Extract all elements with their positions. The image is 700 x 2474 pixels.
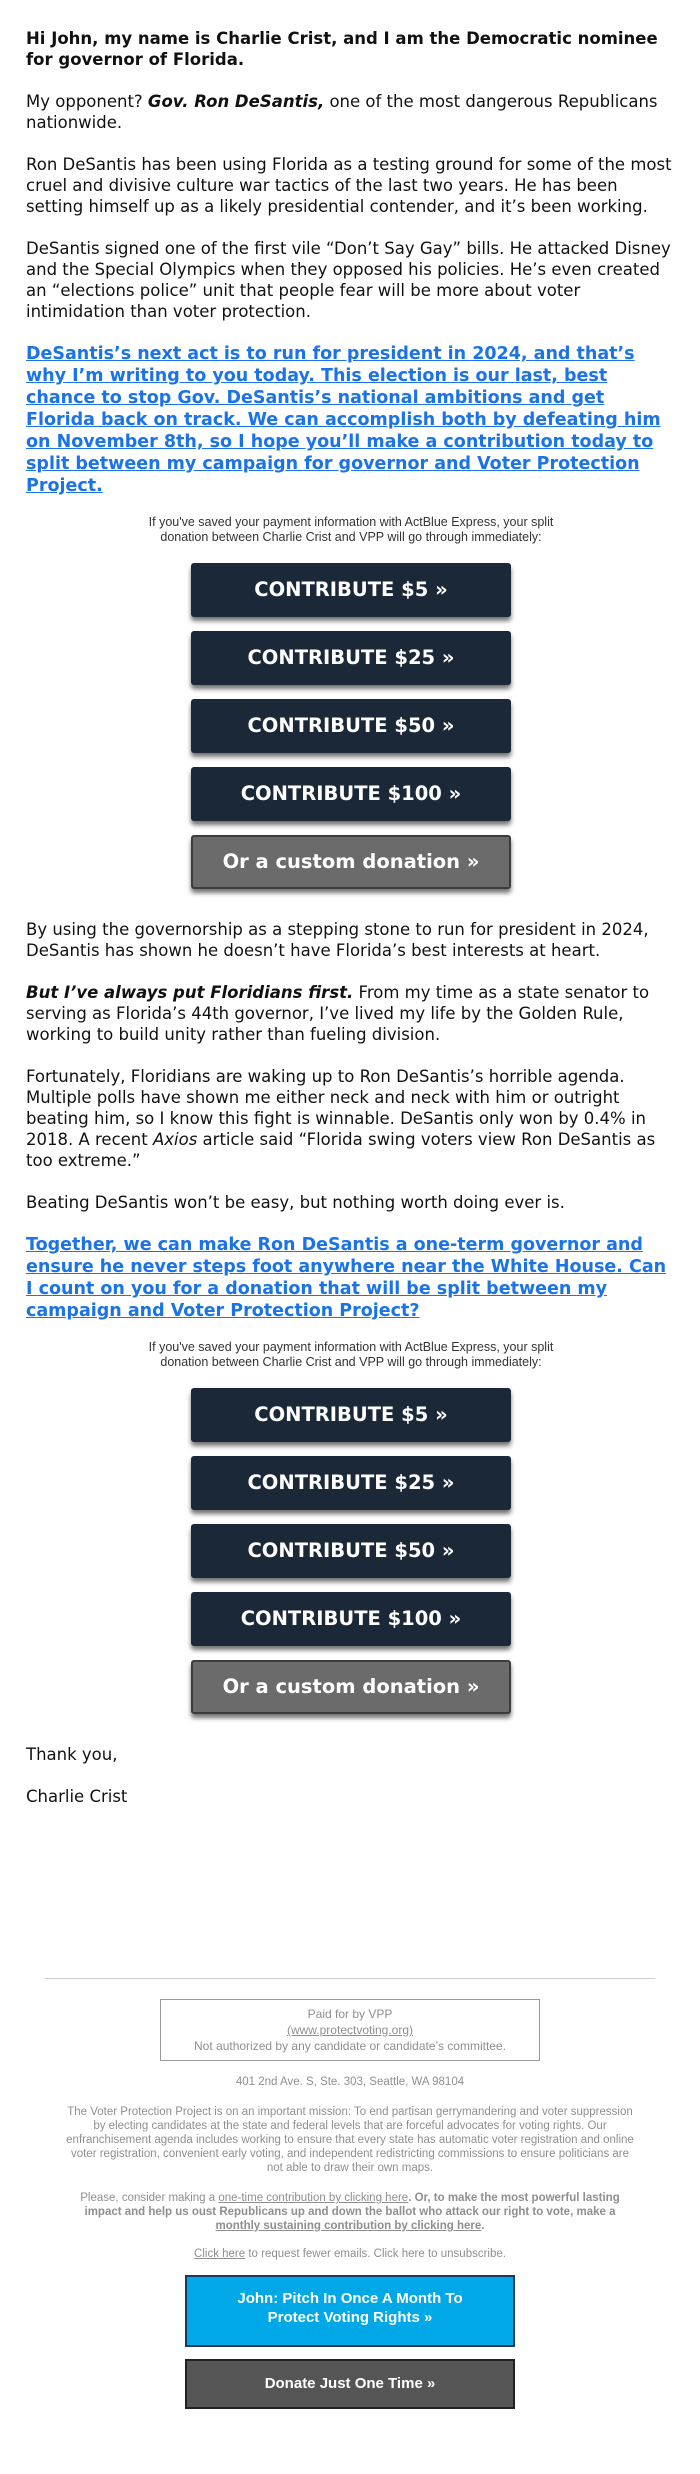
donation-buttons-2 [191, 1388, 511, 1714]
paragraph-dont-say-gay: DeSantis signed one of the first vile “Don’t Say Gay” bills. He attacked Disney and the Special Olympics when they opposed his policies. He’s even created an “elections police” unit that people fear will be more about voter intimidation than voter protection. [26, 239, 671, 321]
unsubscribe-line: Click here to request fewer emails. Click here to unsubscribe. [194, 2248, 506, 2260]
custom-donation-button[interactable]: Or a custom donation » [191, 835, 511, 889]
one-time-donation-button[interactable]: Donate Just One Time » [185, 2359, 515, 2409]
mission-statement: The Voter Protection Project is on an important mission: To end partisan gerrymandering and voter suppression by electing candidates at the state and federal levels that are forceful advocates for voting rights. Our enfranchisement agenda includes working to ensure that every state has automatic voter registration and online voter registration, convenient early voting, and independent redistricting commissions to ensure politicians are not able to draw their own maps. [66, 2106, 634, 2174]
greeting: Hi John, my name is Charlie Crist, and I am the Democratic nominee for governor of Florida. [26, 29, 658, 69]
paragraph-polls: Fortunately, Floridians are waking up to Ron DeSantis’s horrible agenda. Multiple polls have shown me either neck and neck with him or outright beating him, so I know this fight is winnable. DeSantis only won by 0.4% in 2018. A recent Axios article said “Florida swing voters view Ron DeSantis as too extreme.” [26, 1067, 656, 1170]
paragraph-not-easy: Beating DeSantis won’t be easy, but nothing worth doing ever is. [26, 1193, 565, 1212]
monthly-donation-button[interactable]: John: Pitch In Once A Month To Protect Voting Rights » [185, 2275, 515, 2347]
not-authorized: Not authorized by any candidate or candidate’s committee. [194, 2039, 506, 2053]
contribute-5-button[interactable]: CONTRIBUTE $5 » [191, 1388, 511, 1442]
contribute-100-button[interactable]: CONTRIBUTE $100 » [191, 767, 511, 821]
contribute-25-button[interactable]: CONTRIBUTE $25 » [191, 631, 511, 685]
opponent-paragraph: My opponent? Gov. Ron DeSantis, one of the most dangerous Republicans nationwide. [26, 92, 658, 132]
cta-link-2[interactable]: Together, we can make Ron DeSantis a one-term governor and ensure he never steps foot anywhere near the White House. Can I count on you for a donation that will be split between my campaign and Voter Protection Project? [26, 1235, 667, 1321]
contribute-100-button[interactable]: CONTRIBUTE $100 » [191, 1592, 511, 1646]
cta-link-1[interactable]: DeSantis’s next act is to run for president in 2024, and that’s why I’m writing to you today. This election is our last, best chance to stop Gov. DeSantis’s national ambitions and get Florida back on track. We can accomplish both by defeating him on November 8th, so I hope you’ll make a contribution today to split between my campaign for governor and Voter Protection Project. [26, 344, 661, 496]
contribution-ask: Please, consider making a one-time contribution by clicking here. Or, to make the most powerful lasting impact and help us oust Republicans up and down the ballot who attack our right to vote, make a monthly sustaining contribution by clicking here. [80, 2192, 620, 2232]
contribute-50-button[interactable]: CONTRIBUTE $50 » [191, 1524, 511, 1578]
paragraph-floridians-first: But I’ve always put Floridians first. From my time as a state senator to serving as Florida’s 44th governor, I’ve lived my life by the Golden Rule, working to build unity rather than fueling division. [26, 983, 650, 1044]
paragraph-stepping-stone: By using the governorship as a stepping stone to run for president in 2024, DeSantis has shown he doesn’t have Florida’s best interests at heart. [26, 920, 649, 960]
contribute-5-button[interactable]: CONTRIBUTE $5 » [191, 563, 511, 617]
one-time-link[interactable]: one-time contribution by clicking here [218, 2192, 409, 2204]
monthly-link[interactable]: monthly sustaining contribution by clicking here [215, 2220, 482, 2232]
custom-donation-button[interactable]: Or a custom donation » [191, 1660, 511, 1714]
contribute-50-button[interactable]: CONTRIBUTE $50 » [191, 699, 511, 753]
actblue-express-note-1: If you've saved your payment information with ActBlue Express, your split donation between Charlie Crist and VPP will go through immediately: [148, 515, 554, 544]
paragraph-culture-war: Ron DeSantis has been using Florida as a testing ground for some of the most cruel and divisive culture war tactics of the last two years. He has been setting himself up as a likely presidential contender, and it’s been working. [26, 155, 672, 216]
paid-for-box [160, 1999, 540, 2061]
spacer [26, 1828, 676, 1978]
signature: Charlie Crist [26, 1787, 128, 1806]
website-link[interactable]: (www.protectvoting.org) [286, 2023, 414, 2037]
donation-buttons-1 [191, 563, 511, 889]
closing: Thank you, [26, 1745, 118, 1764]
paid-by: Paid for by VPP [307, 2007, 393, 2021]
footer [45, 1978, 655, 2409]
mailing-address: 401 2nd Ave. S, Ste. 303, Seattle, WA 98104 [235, 2076, 465, 2088]
actblue-express-note-2: If you've saved your payment information with ActBlue Express, your split donation between Charlie Crist and VPP will go through immediately: [148, 1340, 554, 1369]
fewer-emails-link[interactable]: Click here [194, 2248, 246, 2260]
opponent-name: Gov. Ron DeSantis, [147, 92, 325, 111]
contribute-25-button[interactable]: CONTRIBUTE $25 » [191, 1456, 511, 1510]
